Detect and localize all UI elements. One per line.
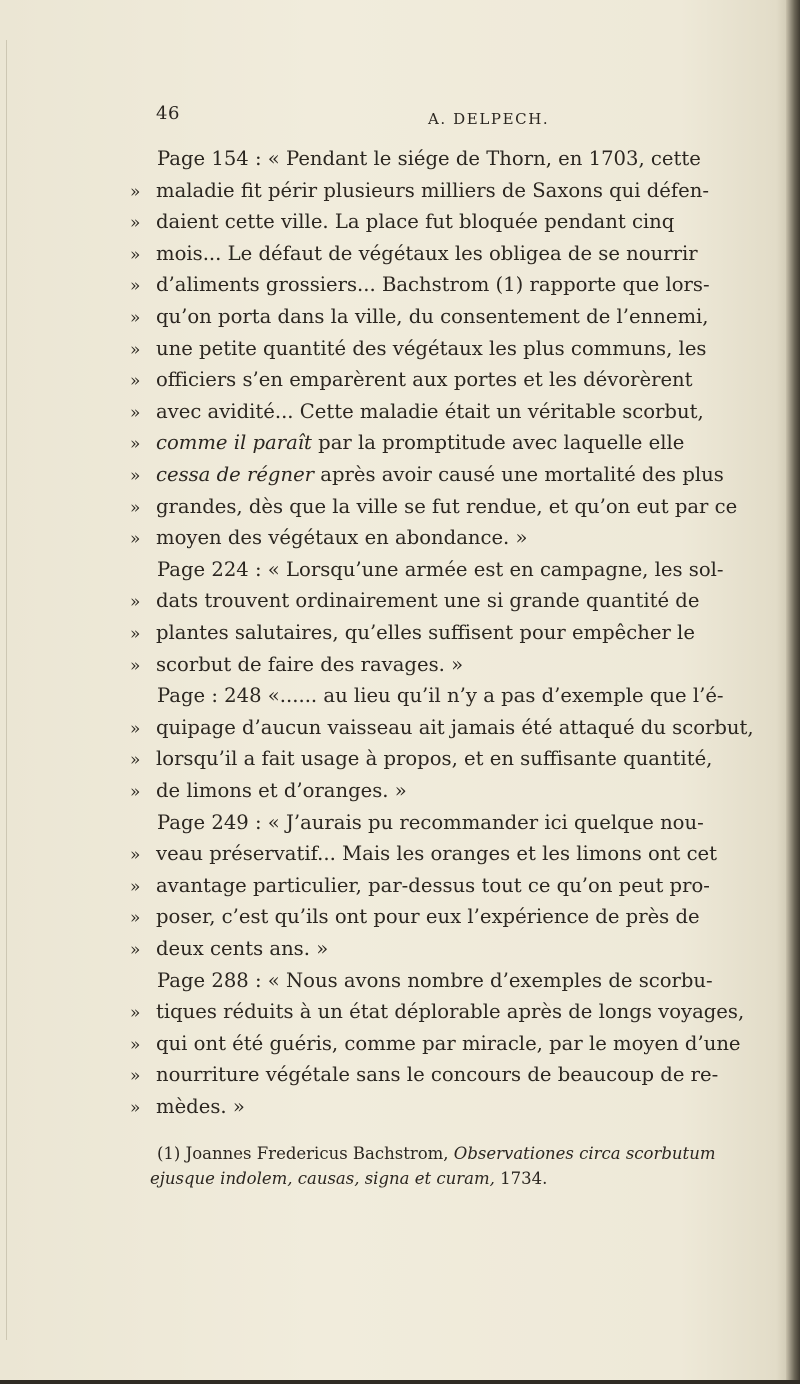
line-text: Page 154 : « Pendant le siége de Thorn, en 1703, cette <box>157 147 701 170</box>
line-text: dats trouvent ordinairement une si grande quantité de <box>156 589 700 613</box>
line-text: par la promptitude avec laquelle elle <box>311 431 685 455</box>
text-line <box>130 240 740 269</box>
text-line <box>130 872 740 901</box>
running-head: A. DELPECH. <box>428 110 550 128</box>
quote-mark: » <box>130 371 141 392</box>
text-line <box>130 619 740 648</box>
quote-mark: » <box>130 339 141 360</box>
line-text: scorbut de faire des ravages. » <box>156 652 464 676</box>
line-text: tiques réduits à un état déplorable après de longs voyages, <box>156 1000 745 1024</box>
line-text: Page 249 : « J’aurais pu recommander ici quelque nou- <box>157 810 704 834</box>
line-text: de limons et d’oranges. » <box>156 779 407 802</box>
quote-mark: » <box>130 308 141 328</box>
quote-mark: » <box>130 1034 141 1055</box>
text-line <box>130 398 740 427</box>
line-text: maladie fit périr plusieurs milliers de Saxons qui défen- <box>156 178 709 202</box>
text-line <box>157 682 767 710</box>
italic-phrase: comme il paraît <box>156 431 312 455</box>
quote-mark: » <box>130 402 141 423</box>
quote-mark: » <box>130 782 141 802</box>
line-text: veau préservatif... Mais les oranges et les limons ont cet <box>156 842 718 866</box>
footnote-line-1 <box>157 1142 767 1166</box>
line-text: qu’on porta dans la ville, du consentement de l’ennemi, <box>156 305 709 328</box>
quote-mark: » <box>130 276 141 297</box>
text-line <box>130 714 754 743</box>
quote-mark: » <box>130 213 141 234</box>
quote-mark: » <box>130 434 141 455</box>
text-line <box>130 777 740 806</box>
line-text: mèdes. » <box>156 1095 245 1118</box>
quote-mark: » <box>130 466 141 486</box>
quote-mark: » <box>130 181 141 202</box>
line-text: grandes, dès que la ville se fut rendue, et qu’on eut par ce <box>156 494 738 518</box>
quote-mark: » <box>130 750 141 771</box>
page-gutter-line <box>6 40 7 1340</box>
line-text: d’aliments grossiers... Bachstrom (1) rapporte que lors- <box>156 273 710 297</box>
line-text: daient cette ville. La place fut bloquée pendant cinq <box>156 210 675 234</box>
line-text: quipage d’aucun vaisseau ait jamais été attaqué du scorbut, <box>156 715 754 739</box>
text-line <box>130 303 740 332</box>
quote-mark: » <box>130 908 141 929</box>
text-line <box>130 998 745 1027</box>
line-text: plantes salutaires, qu’elles suffisent pour empêcher le <box>156 621 695 644</box>
line-text: lorsqu’il a fait usage à propos, et en suffisante quantité, <box>156 747 713 771</box>
text-line <box>130 903 740 932</box>
footnote-text: (1) Joannes Fredericus Bachstrom, <box>157 1144 454 1163</box>
text-line <box>130 493 740 522</box>
text-line <box>130 208 740 237</box>
scan-bottom-edge <box>0 1380 800 1384</box>
quote-mark: » <box>130 655 141 676</box>
text-line <box>130 271 740 300</box>
line-text: une petite quantité des végétaux les plus communs, les <box>156 336 707 360</box>
text-line <box>157 967 767 995</box>
text-line <box>157 145 767 173</box>
text-line <box>130 935 740 964</box>
text-line <box>157 556 767 584</box>
line-text: Page 288 : « Nous avons nombre d’exemples de scorbu- <box>157 968 713 992</box>
quote-mark: » <box>130 529 141 550</box>
quote-mark: » <box>130 1003 141 1024</box>
line-text: deux cents ans. » <box>156 937 329 960</box>
quote-mark: » <box>130 624 141 644</box>
text-line <box>130 335 740 364</box>
text-line <box>130 587 740 616</box>
quote-mark: » <box>130 845 141 866</box>
quote-mark: » <box>130 592 141 613</box>
text-line <box>130 840 740 869</box>
text-line <box>130 1061 740 1090</box>
text-line <box>130 461 740 490</box>
quote-mark: » <box>130 244 141 265</box>
text-line <box>130 1030 740 1059</box>
line-text: moyen des végétaux en abondance. » <box>156 526 528 550</box>
text-line <box>130 524 740 553</box>
quote-mark: » <box>130 940 141 960</box>
line-text: avantage particulier, par-dessus tout ce qu’on peut pro- <box>156 873 710 897</box>
text-line <box>130 745 740 774</box>
quote-mark: » <box>130 1098 141 1118</box>
line-text: poser, c’est qu’ils ont pour eux l’expérience de près de <box>156 905 700 929</box>
line-text: Page 224 : « Lorsqu’une armée est en campagne, les sol- <box>157 557 724 581</box>
text-line <box>130 177 740 206</box>
footnote-title-cont: ejusque indolem, causas, signa et curam, <box>150 1169 495 1188</box>
page-number: 46 <box>156 103 180 124</box>
text-line <box>130 651 740 680</box>
footnote-line-2 <box>150 1167 760 1191</box>
page-binding-edge <box>786 0 800 1384</box>
text-line <box>130 1093 740 1122</box>
text-line <box>130 366 740 395</box>
quote-mark: » <box>130 1066 141 1087</box>
line-text: officiers s’en emparèrent aux portes et les dévorèrent <box>156 368 693 392</box>
footnote-title: Observationes circa scorbutum <box>453 1144 716 1163</box>
footnote-year: 1734. <box>494 1169 548 1188</box>
line-text: mois... Le défaut de végétaux les obligea de se nourrir <box>156 241 698 265</box>
line-text: avec avidité... Cette maladie était un véritable scorbut, <box>156 399 704 423</box>
quote-mark: » <box>130 876 141 897</box>
text-line <box>157 809 767 837</box>
quote-mark: » <box>130 718 141 739</box>
line-text: nourriture végétale sans le concours de beaucoup de re- <box>156 1063 719 1087</box>
quote-mark: » <box>130 497 141 518</box>
line-text: qui ont été guéris, comme par miracle, par le moyen d’une <box>156 1031 741 1055</box>
italic-phrase: cessa de régner <box>156 463 315 486</box>
line-text: Page : 248 «...... au lieu qu’il n’y a pas d’exemple que l’é- <box>157 684 724 708</box>
line-text: après avoir causé une mortalité des plus <box>314 463 724 486</box>
text-line <box>130 429 740 458</box>
